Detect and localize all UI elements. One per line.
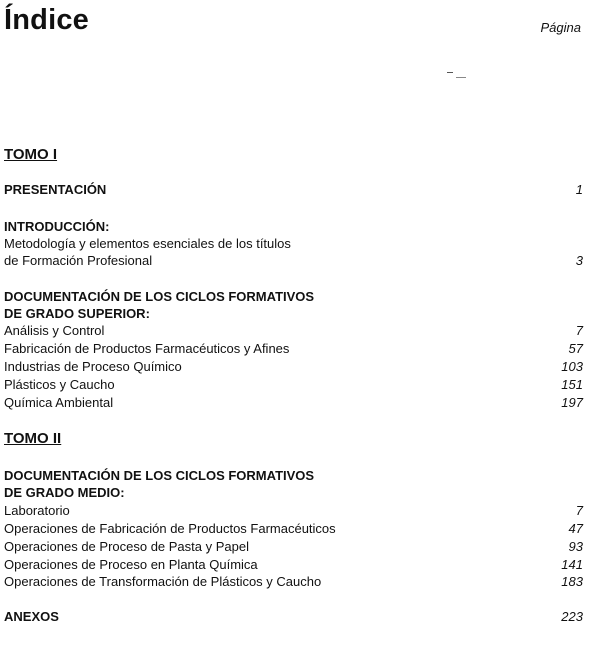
toc-entry-label: Plásticos y Caucho [4,377,115,392]
toc-entry-medio[interactable] [4,556,583,573]
introduccion-heading: INTRODUCCIÓN: [4,219,110,234]
toc-entry-page: 223 [561,609,583,624]
toc-entry-page: 7 [575,503,583,518]
toc-entry-superior[interactable] [4,340,583,357]
toc-entry-label: Industrias de Proceso Químico [4,359,182,374]
toc-entry-label: ANEXOS [4,609,59,624]
toc-entry-page: 57 [568,341,583,356]
toc-entry-label: Química Ambiental [4,395,114,410]
toc-entry-superior[interactable] [4,394,583,411]
scan-speck [447,72,453,73]
toc-entry-page: 151 [561,377,583,392]
toc-entry-label: Fabricación de Productos Farmacéuticos y Afines [4,341,290,356]
toc-entry-label: Operaciones de Proceso en Planta Química [4,557,258,572]
toc-entry-label: Análisis y Control [4,323,105,338]
toc-entry-superior[interactable] [4,358,583,375]
toc-entry-label: Operaciones de Fabricación de Productos Farmacéuticos [4,521,336,536]
page-column-header: Página [540,20,581,35]
medio-heading-line1: DOCUMENTACIÓN DE LOS CICLOS FORMATIVOS [4,468,315,483]
toc-entry-label: de Formación Profesional [4,253,153,268]
toc-entry-label: PRESENTACIÓN [4,182,107,197]
toc-entry-medio[interactable] [4,573,583,590]
toc-entry-label: Operaciones de Proceso de Pasta y Papel [4,539,249,554]
tomo-2-heading: TOMO II [4,430,62,447]
medio-heading-line2: DE GRADO MEDIO: [4,485,125,500]
toc-entry-medio[interactable] [4,520,583,537]
superior-heading-line2: DE GRADO SUPERIOR: [4,306,150,321]
toc-entry-medio[interactable] [4,502,583,519]
toc-entry-page: 3 [575,253,583,268]
superior-heading-line1: DOCUMENTACIÓN DE LOS CICLOS FORMATIVOS [4,289,315,304]
toc-entry-label: Laboratorio [4,503,70,518]
tomo-1-heading: TOMO I [4,146,58,163]
toc-entry-page: 1 [575,182,583,197]
toc-entry-page: 141 [561,557,583,572]
toc-entry-label: Operaciones de Transformación de Plásticos y Caucho [4,574,322,589]
toc-entry-superior[interactable] [4,322,583,339]
toc-entry-page: 183 [561,574,583,589]
toc-entry-medio[interactable] [4,538,583,555]
scan-speck [456,77,466,78]
page-title: Índice [4,4,89,36]
toc-entry-superior[interactable] [4,376,583,393]
toc-entry-page: 47 [568,521,583,536]
toc-entry-page: 103 [561,359,583,374]
toc-entry-page: 7 [575,323,583,338]
toc-entry-page: 93 [568,539,583,554]
toc-entry-presentacion[interactable] [4,181,583,198]
toc-entry-page: 197 [561,395,583,410]
toc-entry-label: Metodología y elementos esenciales de los títulos [4,236,291,251]
toc-entry-anexos[interactable] [4,608,583,625]
toc-entry-introduccion-line1[interactable] [4,235,583,252]
toc-entry-introduccion-line2[interactable] [4,252,583,269]
